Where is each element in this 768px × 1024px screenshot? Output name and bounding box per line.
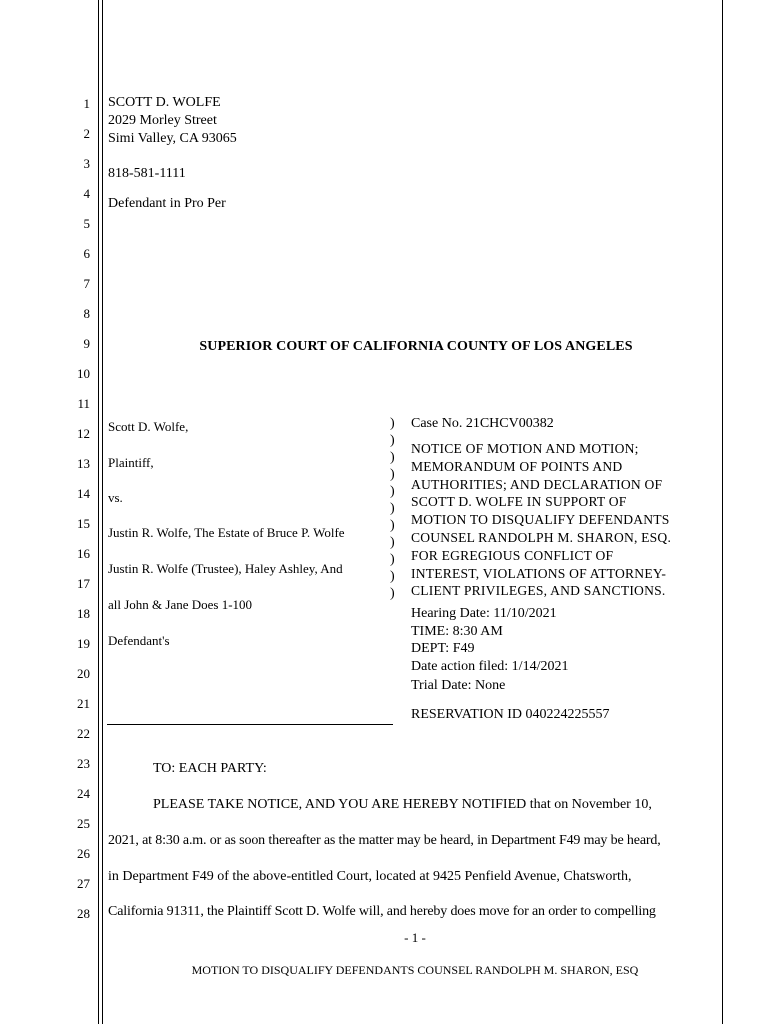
reservation-id: RESERVATION ID 040224225557 bbox=[411, 707, 610, 722]
line-number: 6 bbox=[83, 246, 90, 261]
line-number: 4 bbox=[83, 186, 90, 201]
caption-bracket: ) bbox=[390, 535, 395, 550]
caption-bracket: ) bbox=[390, 552, 395, 567]
line-number: 23 bbox=[77, 756, 90, 771]
date-filed: Date action filed: 1/14/2021 bbox=[411, 659, 569, 674]
line-number: 20 bbox=[77, 666, 90, 681]
document-title-line: SCOTT D. WOLFE IN SUPPORT OF bbox=[411, 494, 627, 510]
caption-bracket: ) bbox=[390, 569, 395, 584]
line-number: 1 bbox=[83, 96, 90, 111]
line-number: 13 bbox=[77, 456, 90, 471]
line-number: 11 bbox=[77, 396, 90, 411]
line-number: 14 bbox=[77, 486, 90, 501]
document-title-line: INTEREST, VIOLATIONS OF ATTORNEY- bbox=[411, 565, 667, 581]
party-city: Simi Valley, CA 93065 bbox=[108, 131, 237, 146]
document-title bbox=[411, 440, 671, 600]
caption-bracket: ) bbox=[390, 433, 395, 448]
line-number: 2 bbox=[83, 126, 90, 141]
caption-divider bbox=[107, 724, 393, 725]
line-number: 8 bbox=[83, 306, 90, 321]
document-title-line: MEMORANDUM OF POINTS AND bbox=[411, 458, 623, 474]
line-number: 17 bbox=[77, 576, 90, 591]
trial-date: Trial Date: None bbox=[411, 678, 506, 693]
line-number: 9 bbox=[83, 336, 90, 351]
caption-bracket: ) bbox=[390, 501, 395, 516]
hearing-date: Hearing Date: 11/10/2021 bbox=[411, 606, 557, 621]
document-title-line: AUTHORITIES; AND DECLARATION OF bbox=[411, 476, 663, 492]
party-phone: 818-581-1111 bbox=[108, 166, 186, 181]
party-name: SCOTT D. WOLFE bbox=[108, 95, 221, 110]
caption-bracket: ) bbox=[390, 518, 395, 533]
line-number: 12 bbox=[77, 426, 90, 441]
line-number: 21 bbox=[77, 696, 90, 711]
caption-bracket: ) bbox=[390, 586, 395, 601]
left-border-line-outer bbox=[98, 0, 99, 1024]
line-number: 25 bbox=[77, 816, 90, 831]
defendants-line: all John & Jane Does 1-100 bbox=[108, 597, 253, 612]
line-number: 3 bbox=[83, 156, 90, 171]
court-title: SUPERIOR COURT OF CALIFORNIA COUNTY OF LOS ANGELES bbox=[199, 339, 633, 354]
line-number: 18 bbox=[77, 606, 90, 621]
body-line: in Department F49 of the above-entitled Court, located at 9425 Penfield Avenue, Chatsworth, bbox=[108, 869, 632, 884]
hearing-time: TIME: 8:30 AM bbox=[411, 624, 503, 639]
plaintiff-name: Scott D. Wolfe, bbox=[108, 419, 189, 434]
caption-bracket: ) bbox=[390, 484, 395, 499]
body-line: 2021, at 8:30 a.m. or as soon thereafter as the matter may be heard, in Department F49 may be heard, bbox=[108, 833, 661, 848]
salutation: TO: EACH PARTY: bbox=[153, 761, 267, 776]
line-number: 28 bbox=[77, 906, 90, 921]
document-title-line: NOTICE OF MOTION AND MOTION; bbox=[411, 441, 639, 456]
body-line: California 91311, the Plaintiff Scott D. Wolfe will, and hereby does move for an order to compelling bbox=[108, 904, 656, 919]
caption-bracket: ) bbox=[390, 467, 395, 482]
line-number: 26 bbox=[77, 846, 90, 861]
line-number: 16 bbox=[77, 546, 90, 561]
left-border-line-inner bbox=[102, 0, 103, 1024]
document-title-line: FOR EGREGIOUS CONFLICT OF bbox=[411, 547, 614, 563]
body-line: PLEASE TAKE NOTICE, AND YOU ARE HEREBY NOTIFIED that on November 10, bbox=[153, 797, 652, 812]
party-street: 2029 Morley Street bbox=[108, 113, 217, 128]
defendants-line: Justin R. Wolfe, The Estate of Bruce P. Wolfe bbox=[108, 525, 345, 540]
document-title-line: COUNSEL RANDOLPH M. SHARON, ESQ. bbox=[411, 529, 672, 545]
party-role: Defendant in Pro Per bbox=[108, 196, 226, 211]
defendants-label: Defendant's bbox=[108, 633, 170, 648]
page-number: - 1 - bbox=[404, 930, 426, 945]
caption-bracket: ) bbox=[390, 450, 395, 465]
case-number: Case No. 21CHCV00382 bbox=[411, 416, 554, 431]
caption-bracket: ) bbox=[390, 416, 395, 431]
line-number: 27 bbox=[77, 876, 90, 891]
line-number: 24 bbox=[77, 786, 90, 801]
plaintiff-label: Plaintiff, bbox=[108, 455, 154, 470]
right-border-line bbox=[722, 0, 723, 1024]
footer-title: MOTION TO DISQUALIFY DEFENDANTS COUNSEL RANDOLPH M. SHARON, ESQ bbox=[191, 963, 639, 977]
line-number: 7 bbox=[83, 276, 90, 291]
document-title-line: MOTION TO DISQUALIFY DEFENDANTS bbox=[411, 512, 670, 528]
line-number: 15 bbox=[77, 516, 90, 531]
versus-label: vs. bbox=[108, 490, 123, 505]
hearing-dept: DEPT: F49 bbox=[411, 641, 475, 656]
line-number: 22 bbox=[77, 726, 90, 741]
document-title-line: CLIENT PRIVILEGES, AND SANCTIONS. bbox=[411, 583, 666, 599]
line-number: 10 bbox=[77, 366, 90, 381]
line-number: 5 bbox=[83, 216, 90, 231]
defendants-line: Justin R. Wolfe (Trustee), Haley Ashley, And bbox=[108, 561, 343, 576]
line-number: 19 bbox=[77, 636, 90, 651]
